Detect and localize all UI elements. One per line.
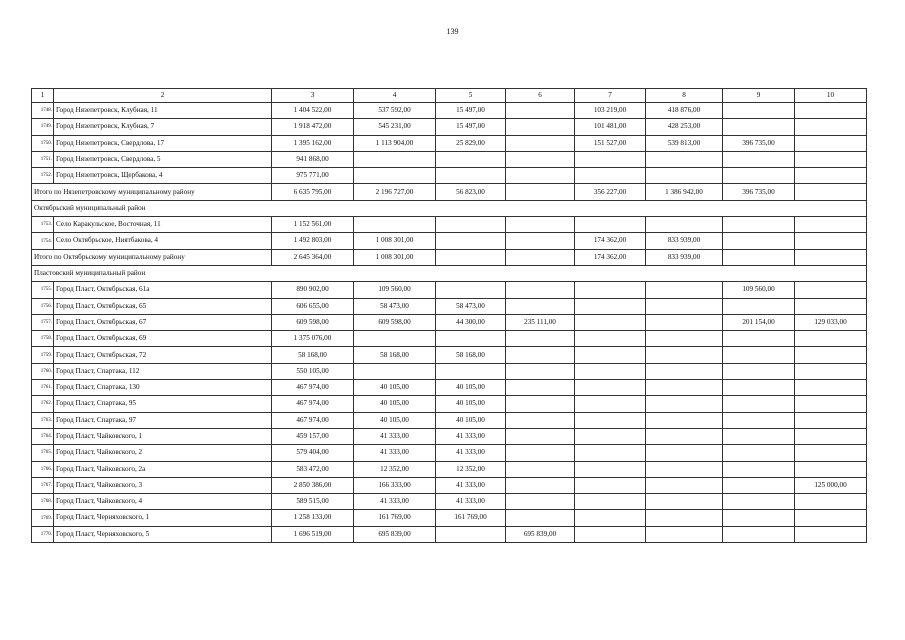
value-cell: 15 497,00 [436, 119, 506, 135]
value-cell: 2 850 386,00 [272, 477, 354, 493]
value-cell: 41 333,00 [354, 445, 436, 461]
header-cell: 5 [436, 89, 506, 103]
value-cell: 41 333,00 [436, 428, 506, 444]
value-cell [575, 347, 646, 363]
address-cell: Город Пласт, Октябрьская, 72 [54, 347, 272, 363]
header-cell: 7 [575, 89, 646, 103]
value-cell [723, 298, 795, 314]
value-cell [646, 412, 723, 428]
table-row [32, 314, 867, 330]
value-cell [795, 119, 867, 135]
row-number: 1753. [32, 217, 54, 233]
header-cell: 8 [646, 89, 723, 103]
row-number: 1765. [32, 445, 54, 461]
value-cell: 1 258 133,00 [272, 510, 354, 526]
value-cell [575, 363, 646, 379]
value-cell [795, 135, 867, 151]
table-row [32, 119, 867, 135]
value-cell: 396 735,00 [723, 184, 795, 200]
value-cell [506, 103, 575, 119]
address-cell: Город Пласт, Спартака, 95 [54, 396, 272, 412]
value-cell [795, 331, 867, 347]
value-cell [646, 314, 723, 330]
table-row [32, 103, 867, 119]
value-cell [723, 233, 795, 249]
value-cell [506, 298, 575, 314]
value-cell [723, 103, 795, 119]
header-cell: 10 [795, 89, 867, 103]
table-row [32, 380, 867, 396]
value-cell [575, 168, 646, 184]
address-cell: Город Пласт, Черняховского, 1 [54, 510, 272, 526]
value-cell [575, 151, 646, 167]
address-cell: Город Пласт, Октябрьская, 61а [54, 282, 272, 298]
row-number: 1759. [32, 347, 54, 363]
value-cell [646, 510, 723, 526]
value-cell: 1 008 301,00 [354, 233, 436, 249]
value-cell [723, 217, 795, 233]
value-cell: 1 375 076,00 [272, 331, 354, 347]
value-cell [506, 363, 575, 379]
value-cell: 40 105,00 [354, 380, 436, 396]
value-cell [575, 314, 646, 330]
value-cell: 356 227,00 [575, 184, 646, 200]
value-cell [795, 168, 867, 184]
value-cell: 40 105,00 [436, 396, 506, 412]
value-cell: 25 829,00 [436, 135, 506, 151]
value-cell: 1 492 803,00 [272, 233, 354, 249]
value-cell [575, 461, 646, 477]
value-cell [354, 331, 436, 347]
address-cell: Село Октябрьское, Ниятбакова, 4 [54, 233, 272, 249]
value-cell: 695 839,00 [354, 526, 436, 542]
section-title: Пластовский муниципальный район [32, 265, 867, 281]
section-row [32, 265, 867, 281]
table-row [32, 151, 867, 167]
value-cell: 1 113 904,00 [354, 135, 436, 151]
value-cell: 15 497,00 [436, 103, 506, 119]
value-cell [646, 526, 723, 542]
value-cell: 41 333,00 [436, 477, 506, 493]
value-cell: 58 168,00 [436, 347, 506, 363]
value-cell [436, 168, 506, 184]
value-cell: 125 000,00 [795, 477, 867, 493]
value-cell: 418 876,00 [646, 103, 723, 119]
value-cell [436, 249, 506, 265]
value-cell [575, 282, 646, 298]
row-number: 1760. [32, 363, 54, 379]
value-cell [506, 396, 575, 412]
value-cell [506, 233, 575, 249]
value-cell: 1 152 561,00 [272, 217, 354, 233]
table-row [32, 298, 867, 314]
data-table [31, 88, 867, 543]
row-number: 1769. [32, 510, 54, 526]
value-cell: 1 404 522,00 [272, 103, 354, 119]
value-cell [436, 526, 506, 542]
value-cell [723, 477, 795, 493]
value-cell: 161 769,00 [354, 510, 436, 526]
value-cell: 40 105,00 [436, 412, 506, 428]
row-number: 1749. [32, 119, 54, 135]
table-row [32, 233, 867, 249]
address-cell: Город Нязепетровск, Щербакова, 4 [54, 168, 272, 184]
value-cell [795, 347, 867, 363]
value-cell: 467 974,00 [272, 412, 354, 428]
value-cell: 539 813,00 [646, 135, 723, 151]
row-number: 1768. [32, 494, 54, 510]
value-cell [436, 363, 506, 379]
value-cell: 941 868,00 [272, 151, 354, 167]
value-cell [646, 494, 723, 510]
value-cell [354, 151, 436, 167]
value-cell: 609 598,00 [272, 314, 354, 330]
value-cell: 201 154,00 [723, 314, 795, 330]
table-row [32, 331, 867, 347]
value-cell [506, 119, 575, 135]
value-cell [506, 168, 575, 184]
value-cell [506, 217, 575, 233]
value-cell: 537 592,00 [354, 103, 436, 119]
address-cell: Город Пласт, Октябрьская, 67 [54, 314, 272, 330]
row-number: 1761. [32, 380, 54, 396]
value-cell: 459 157,00 [272, 428, 354, 444]
value-cell: 589 515,00 [272, 494, 354, 510]
value-cell [795, 494, 867, 510]
row-number: 1766. [32, 461, 54, 477]
value-cell [723, 331, 795, 347]
table-row [32, 445, 867, 461]
value-cell [723, 363, 795, 379]
value-cell: 151 527,00 [575, 135, 646, 151]
value-cell [646, 477, 723, 493]
table-row [32, 494, 867, 510]
value-cell: 833 939,00 [646, 233, 723, 249]
value-cell [723, 494, 795, 510]
value-cell [575, 380, 646, 396]
value-cell [646, 428, 723, 444]
table-row [32, 347, 867, 363]
value-cell [723, 249, 795, 265]
value-cell: 396 735,00 [723, 135, 795, 151]
value-cell [506, 510, 575, 526]
row-number: 1757. [32, 314, 54, 330]
row-number: 1764. [32, 428, 54, 444]
value-cell [795, 445, 867, 461]
value-cell [723, 168, 795, 184]
address-cell: Город Пласт, Чайковского, 3 [54, 477, 272, 493]
value-cell [646, 151, 723, 167]
row-number: 1754. [32, 233, 54, 249]
value-cell [723, 380, 795, 396]
value-cell: 41 333,00 [354, 428, 436, 444]
row-number: 1750. [32, 135, 54, 151]
value-cell: 609 598,00 [354, 314, 436, 330]
table-row [32, 428, 867, 444]
value-cell [795, 510, 867, 526]
value-cell: 174 362,00 [575, 249, 646, 265]
header-cell: 6 [506, 89, 575, 103]
value-cell [436, 282, 506, 298]
value-cell: 579 404,00 [272, 445, 354, 461]
value-cell [795, 233, 867, 249]
address-cell: Город Пласт, Черняховского, 5 [54, 526, 272, 542]
value-cell [795, 103, 867, 119]
value-cell [723, 526, 795, 542]
value-cell [795, 428, 867, 444]
value-cell: 428 253,00 [646, 119, 723, 135]
header-cell: 2 [54, 89, 272, 103]
table-row [32, 526, 867, 542]
value-cell: 550 105,00 [272, 363, 354, 379]
address-cell: Город Пласт, Спартака, 130 [54, 380, 272, 396]
value-cell: 1 918 472,00 [272, 119, 354, 135]
value-cell [575, 494, 646, 510]
address-cell: Город Пласт, Октябрьская, 65 [54, 298, 272, 314]
value-cell [646, 298, 723, 314]
value-cell: 58 473,00 [354, 298, 436, 314]
value-cell [795, 380, 867, 396]
row-number: 1755. [32, 282, 54, 298]
value-cell [646, 461, 723, 477]
address-cell: Город Пласт, Спартака, 97 [54, 412, 272, 428]
value-cell [575, 396, 646, 412]
value-cell [575, 217, 646, 233]
value-cell [795, 249, 867, 265]
value-cell [506, 380, 575, 396]
section-title: Октябрьский муниципальный район [32, 200, 867, 216]
value-cell: 1 395 162,00 [272, 135, 354, 151]
total-row [32, 184, 867, 200]
value-cell: 6 635 795,00 [272, 184, 354, 200]
value-cell: 1 386 942,00 [646, 184, 723, 200]
value-cell [436, 233, 506, 249]
value-cell [575, 428, 646, 444]
total-row [32, 249, 867, 265]
value-cell [646, 347, 723, 363]
table-row [32, 461, 867, 477]
value-cell [506, 282, 575, 298]
total-label: Итого по Нязепетровскому муниципальному району [32, 184, 272, 200]
value-cell [646, 168, 723, 184]
value-cell [723, 347, 795, 363]
value-cell [646, 396, 723, 412]
table-row [32, 412, 867, 428]
value-cell: 41 333,00 [354, 494, 436, 510]
value-cell [506, 494, 575, 510]
value-cell [795, 412, 867, 428]
table-row [32, 168, 867, 184]
value-cell: 174 362,00 [575, 233, 646, 249]
value-cell [723, 510, 795, 526]
address-cell: Город Пласт, Чайковского, 4 [54, 494, 272, 510]
header-cell: 1 [32, 89, 54, 103]
address-cell: Город Пласт, Чайковского, 1 [54, 428, 272, 444]
value-cell: 545 231,00 [354, 119, 436, 135]
value-cell: 41 333,00 [436, 494, 506, 510]
value-cell [723, 428, 795, 444]
value-cell [506, 412, 575, 428]
section-row [32, 200, 867, 216]
row-number: 1762. [32, 396, 54, 412]
address-cell: Город Нязепетровск, Клубная, 11 [54, 103, 272, 119]
value-cell [575, 298, 646, 314]
address-cell: Город Пласт, Октябрьская, 69 [54, 331, 272, 347]
value-cell [795, 363, 867, 379]
row-number: 1763. [32, 412, 54, 428]
value-cell [646, 217, 723, 233]
value-cell: 583 472,00 [272, 461, 354, 477]
row-number: 1752. [32, 168, 54, 184]
value-cell [723, 151, 795, 167]
value-cell [506, 249, 575, 265]
value-cell: 890 902,00 [272, 282, 354, 298]
value-cell [646, 331, 723, 347]
value-cell: 695 839,00 [506, 526, 575, 542]
value-cell [795, 151, 867, 167]
address-cell: Город Нязепетровск, Клубная, 7 [54, 119, 272, 135]
value-cell [506, 331, 575, 347]
row-number: 1758. [32, 331, 54, 347]
value-cell [646, 282, 723, 298]
value-cell: 467 974,00 [272, 396, 354, 412]
row-number: 1770. [32, 526, 54, 542]
value-cell [646, 445, 723, 461]
row-number: 1767. [32, 477, 54, 493]
value-cell [795, 526, 867, 542]
header-row [32, 89, 867, 103]
value-cell: 606 655,00 [272, 298, 354, 314]
value-cell [723, 445, 795, 461]
value-cell [354, 168, 436, 184]
value-cell [795, 396, 867, 412]
value-cell: 40 105,00 [354, 396, 436, 412]
page-number: 139 [446, 27, 459, 36]
address-cell: Город Нязепетровск, Свердлова, 5 [54, 151, 272, 167]
value-cell: 40 105,00 [354, 412, 436, 428]
value-cell: 12 352,00 [354, 461, 436, 477]
value-cell: 109 560,00 [354, 282, 436, 298]
value-cell: 166 333,00 [354, 477, 436, 493]
total-label: Итого по Октябрьскому муниципальному району [32, 249, 272, 265]
value-cell: 109 560,00 [723, 282, 795, 298]
value-cell: 40 105,00 [436, 380, 506, 396]
value-cell [436, 331, 506, 347]
table-row [32, 363, 867, 379]
table-row [32, 510, 867, 526]
value-cell: 129 033,00 [795, 314, 867, 330]
value-cell [506, 428, 575, 444]
value-cell [723, 396, 795, 412]
table-row [32, 396, 867, 412]
value-cell: 161 769,00 [436, 510, 506, 526]
value-cell [506, 461, 575, 477]
value-cell [795, 184, 867, 200]
value-cell [506, 445, 575, 461]
value-cell [506, 477, 575, 493]
row-number: 1756. [32, 298, 54, 314]
value-cell [436, 151, 506, 167]
value-cell [723, 461, 795, 477]
value-cell: 44 300,00 [436, 314, 506, 330]
value-cell [575, 510, 646, 526]
value-cell: 2 196 727,00 [354, 184, 436, 200]
value-cell: 58 168,00 [354, 347, 436, 363]
value-cell: 41 333,00 [436, 445, 506, 461]
header-cell: 4 [354, 89, 436, 103]
value-cell [506, 347, 575, 363]
value-cell [795, 282, 867, 298]
value-cell [723, 119, 795, 135]
table-row [32, 135, 867, 151]
value-cell [506, 151, 575, 167]
value-cell: 56 823,00 [436, 184, 506, 200]
value-cell [575, 526, 646, 542]
value-cell: 975 771,00 [272, 168, 354, 184]
value-cell [354, 363, 436, 379]
value-cell: 58 168,00 [272, 347, 354, 363]
address-cell: Город Пласт, Чайковского, 2 [54, 445, 272, 461]
address-cell: Город Нязепетровск, Свердлова, 17 [54, 135, 272, 151]
value-cell: 235 111,00 [506, 314, 575, 330]
value-cell [506, 135, 575, 151]
value-cell: 1 008 301,00 [354, 249, 436, 265]
address-cell: Город Пласт, Чайковского, 2а [54, 461, 272, 477]
value-cell: 101 481,00 [575, 119, 646, 135]
value-cell [795, 298, 867, 314]
value-cell [575, 445, 646, 461]
value-cell [646, 363, 723, 379]
table-row [32, 217, 867, 233]
value-cell: 58 473,00 [436, 298, 506, 314]
address-cell: Город Пласт, Спартака, 112 [54, 363, 272, 379]
value-cell: 103 219,00 [575, 103, 646, 119]
table-row [32, 477, 867, 493]
table-row [32, 282, 867, 298]
value-cell [506, 184, 575, 200]
row-number: 1751. [32, 151, 54, 167]
header-cell: 9 [723, 89, 795, 103]
value-cell [575, 331, 646, 347]
value-cell [575, 412, 646, 428]
value-cell: 467 974,00 [272, 380, 354, 396]
value-cell [646, 380, 723, 396]
value-cell: 833 939,00 [646, 249, 723, 265]
value-cell [354, 217, 436, 233]
address-cell: Село Каракульское, Восточная, 11 [54, 217, 272, 233]
value-cell: 1 696 519,00 [272, 526, 354, 542]
value-cell [723, 412, 795, 428]
value-cell: 12 352,00 [436, 461, 506, 477]
value-cell [575, 477, 646, 493]
value-cell [436, 217, 506, 233]
header-cell: 3 [272, 89, 354, 103]
value-cell: 2 645 364,00 [272, 249, 354, 265]
row-number: 1748. [32, 103, 54, 119]
value-cell [795, 217, 867, 233]
value-cell [795, 461, 867, 477]
